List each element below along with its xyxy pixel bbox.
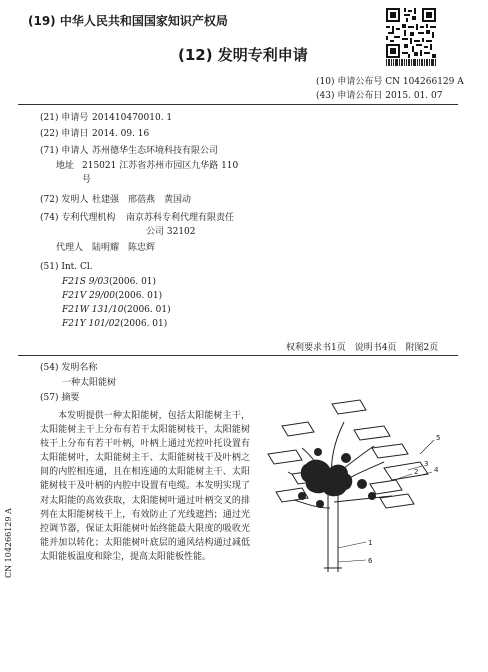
side-publication-number: CN 104266129 A	[4, 508, 13, 578]
int-class-code: F21Y 101/02	[62, 319, 121, 329]
agency-line-1: 南京苏科专利代理有限责任	[126, 213, 235, 223]
figure-label: 6	[368, 557, 373, 565]
document-type: (12) 发明专利申请	[178, 46, 308, 64]
solar-panel	[372, 444, 408, 458]
pages-info: 权利要求书1页 说明书4页 附图2页	[286, 343, 439, 353]
invention-name-label: (54) 发明名称	[40, 363, 98, 373]
solar-panel	[332, 400, 366, 414]
solar-panel	[380, 494, 414, 508]
publication-date: 2015. 01. 07	[385, 91, 443, 101]
int-class-year: (2006. 01)	[120, 319, 168, 329]
branch	[294, 500, 330, 508]
int-class-row	[62, 318, 167, 330]
figure-label: 4	[434, 466, 439, 474]
solar-panel	[282, 422, 314, 436]
figure-label: 5	[436, 434, 441, 442]
inventor-label: (72) 发明人	[40, 195, 89, 205]
address-line-2: 号	[82, 175, 92, 185]
solar-panel	[384, 462, 428, 480]
barcode-icon	[386, 59, 436, 66]
int-class-year: (2006. 01)	[108, 277, 157, 287]
publication-date-label: (43) 申请公布日	[316, 91, 383, 101]
publication-number: CN 104266129 A	[385, 77, 464, 87]
figure-label: 3	[424, 460, 429, 468]
publication-date-row	[316, 90, 442, 102]
inventor-names: 杜建强 邢蓓燕 黄国动	[92, 195, 192, 205]
solar-tree-figure	[262, 392, 462, 572]
address-label: 地址	[56, 161, 75, 171]
header-divider	[18, 104, 458, 105]
int-class-code: F21S 9/03	[62, 277, 109, 287]
int-class-year: (2006. 01)	[115, 291, 163, 301]
int-class-row	[62, 290, 162, 302]
int-class-row	[62, 304, 171, 316]
int-cl-label: (51) Int. Cl.	[40, 262, 93, 272]
leader-line	[420, 440, 434, 454]
figure-label: 2	[414, 468, 419, 476]
abstract-label: (57) 摘要	[40, 393, 80, 403]
foliage	[301, 460, 353, 497]
applicant-label: (71) 申请人	[40, 146, 89, 156]
agent-names: 陆明耀 陈忠辉	[92, 243, 156, 253]
int-class-row	[62, 276, 156, 288]
application-number-label: (21) 申请号	[40, 113, 89, 123]
leader-line	[338, 560, 366, 562]
abstract-text: 本发明提供一种太阳能树，包括太阳能树主干，太阳能树主干上分布有若干太阳能树枝干，太阳能树枝干上分布有若干叶柄，叶柄上通过光控叶托设置有太阳能树叶，太阳能树主干、太阳能树枝干及叶柄之间的内腔相连通，且在相连通的太阳能树主干、太阳能树枝干及叶柄的内腔中设置有电缆。本发明实现了对太阳能的高效获取，太阳能树叶通过叶柄交叉的排列在太阳能树枝干上，有效防止了光线遮挡；通过光控调节器，保证太阳能树叶始终能最大限度的吸收光能并加以转化；太阳能树叶底层的通风结构通过减低太阳能板温度和除尘，提高太阳能板性能。	[40, 411, 250, 562]
filing-date: 2014. 09. 16	[92, 129, 150, 139]
pages-divider	[18, 355, 458, 356]
solar-panel	[268, 450, 302, 464]
leader-line	[338, 542, 366, 548]
address-line-1: 215021 江苏省苏州市园区九华路 110	[82, 161, 239, 171]
filing-date-label: (22) 申请日	[40, 129, 89, 139]
figure-label: 1	[368, 539, 373, 547]
application-number: 201410470010. 1	[92, 113, 173, 123]
agency-line-2: 公司 32102	[146, 227, 196, 237]
publication-number-row	[316, 76, 464, 88]
int-class-year: (2006. 01)	[123, 305, 171, 315]
solar-panel	[354, 426, 390, 440]
int-class-code: F21V 29/00	[62, 291, 115, 301]
qr-code-icon	[386, 8, 436, 58]
int-class-code: F21W 131/10	[62, 305, 124, 315]
applicant-name: 苏州德华生态环境科技有限公司	[92, 146, 219, 156]
solar-panel	[370, 480, 402, 494]
agency-label: (74) 专利代理机构	[40, 213, 116, 223]
agent-label: 代理人	[56, 243, 84, 253]
office-name: (19) 中华人民共和国国家知识产权局	[28, 14, 228, 28]
trunk	[328, 484, 338, 572]
publication-number-label: (10) 申请公布号	[316, 77, 383, 87]
invention-name: 一种太阳能树	[62, 378, 117, 388]
